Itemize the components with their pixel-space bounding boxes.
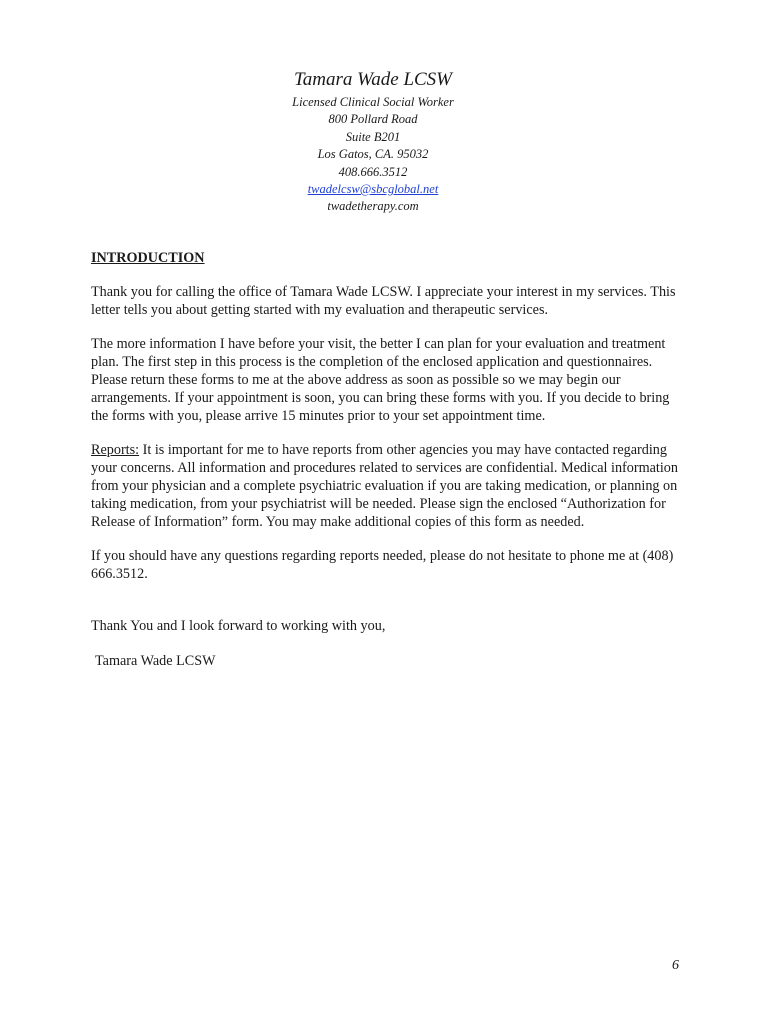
questions-paragraph: If you should have any questions regarding reports needed, please do not hesitate to phone me at (408) 666.3512.	[91, 548, 674, 583]
closing-line: Thank You and I look forward to working with you,	[91, 617, 386, 634]
section-heading: INTRODUCTION	[91, 250, 205, 266]
intro-paragraph: Thank you for calling the office of Tamara Wade LCSW. I appreciate your interest in my services. This letter tells you about getting started with my evaluation and therapeutic services.	[91, 283, 676, 318]
letterhead-address-line1: 800 Pollard Road	[328, 112, 418, 127]
information-paragraph: The more information I have before your visit, the better I can plan for your evaluation and treatment plan. The first step in this process is the completion of the enclosed application and questionnaires. Please return these forms to me at the above address as soon as possible so we may begin our arrangements. If your appointment is soon, you can bring these forms with you. If you decide to bring the forms with you, please arrive 15 minutes prior to your set appointment time.	[91, 336, 670, 424]
letterhead	[0, 68, 746, 216]
letterhead-phone: 408.666.3512	[338, 164, 408, 179]
reports-text: It is important for me to have reports from other agencies you may have contacted regarding your concerns. All information and procedures related to services are confidential. Medical information from your physician and a complete psychiatric evaluation if you are taking medication, or planning on taking medication, from your psychiatrist will be needed. Please sign the enclosed “Authorization for Release of Information” form. You may make additional copies of this form as needed.	[91, 442, 678, 530]
letterhead-name: Tamara Wade LCSW	[293, 69, 453, 90]
letterhead-title: Licensed Clinical Social Worker	[292, 95, 454, 109]
signature: Tamara Wade LCSW	[95, 652, 216, 669]
letter-body	[91, 250, 683, 671]
reports-label: Reports:	[91, 442, 140, 459]
letterhead-city-state-zip: Los Gatos, CA. 95032	[317, 147, 429, 162]
email-link[interactable]: twadelcsw@sbcglobal.net	[307, 182, 439, 197]
reports-paragraph	[91, 442, 683, 531]
letterhead-website: twadetherapy.com	[327, 199, 419, 214]
letterhead-address-line2: Suite B201	[345, 129, 401, 144]
page-number: 6	[672, 958, 679, 973]
